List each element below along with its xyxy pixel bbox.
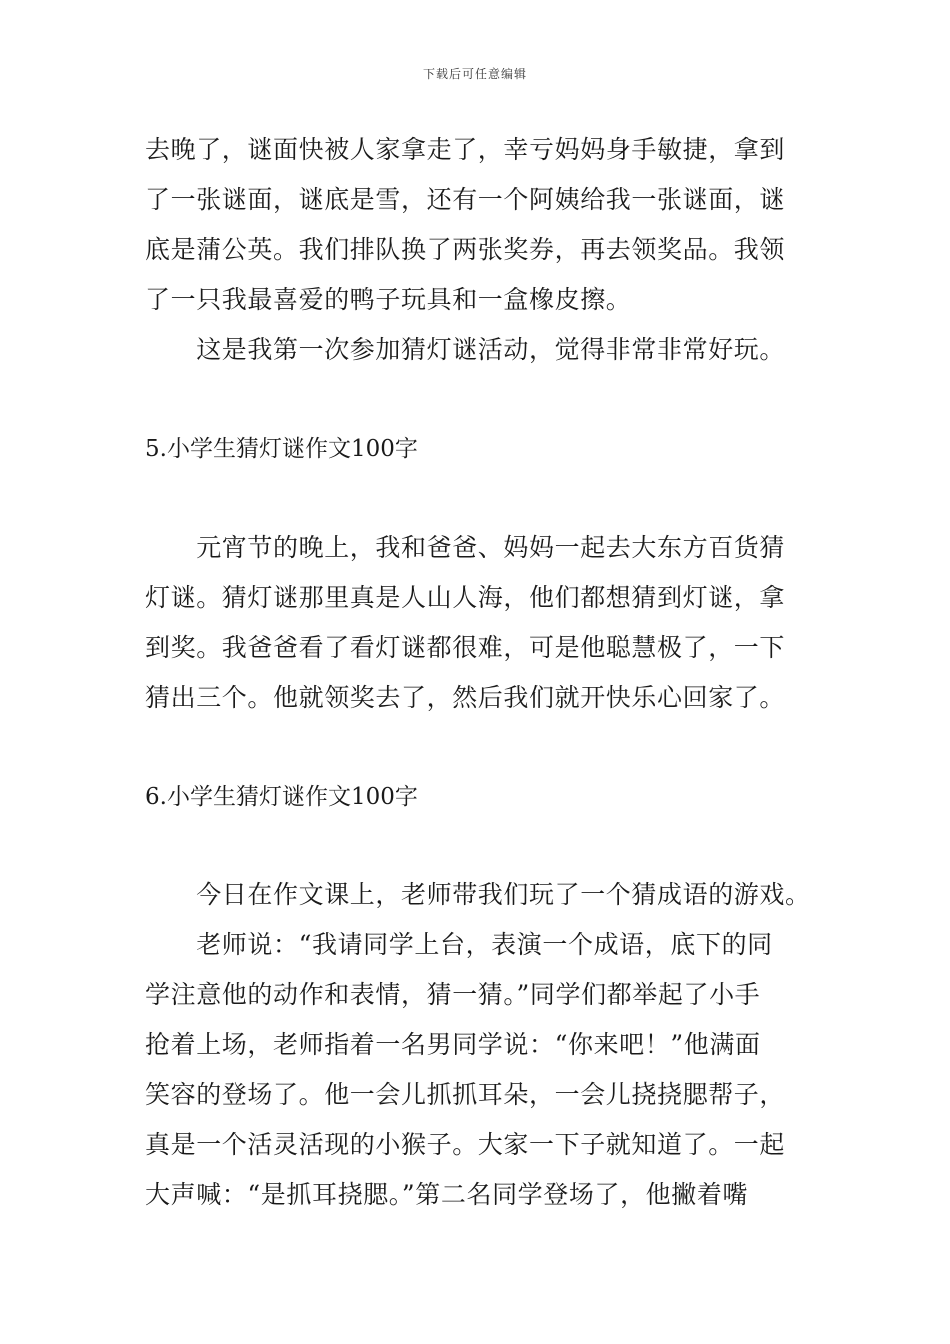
paragraph-line: 真是一个活灵活现的小猴子。大家一下子就知道了。一起 [145,1130,786,1159]
paragraph-line: 今日在作文课上，老师带我们玩了一个猜成语的游戏。 [145,880,811,909]
paragraph-line: 了一张谜面，谜底是雪，还有一个阿姨给我一张谜面，谜 [145,185,786,214]
paragraph-line: 到奖。我爸爸看了看灯谜都很难，可是他聪慧极了，一下 [145,633,786,662]
page-header: 下载后可任意编辑 [422,67,527,81]
section-heading: 5.小学生猜灯谜作文100字 [145,436,418,462]
paragraph-line: 大声喊：“是抓耳挠腮。”第二名同学登场了，他撇着嘴 [145,1180,749,1209]
paragraph-line: 猜出三个。他就领奖去了，然后我们就开快乐心回家了。 [145,683,786,712]
paragraph-line: 去晚了，谜面快被人家拿走了，幸亏妈妈身手敏捷，拿到 [145,135,786,164]
paragraph-line: 老师说：“我请同学上台，表演一个成语，底下的同 [145,930,773,959]
paragraph-line: 笑容的登场了。他一会儿抓抓耳朵，一会儿挠挠腮帮子， [145,1080,786,1109]
paragraph-line: 了一只我最喜爱的鸭子玩具和一盒橡皮擦。 [145,285,632,314]
paragraph-line: 灯谜。猜灯谜那里真是人山人海，他们都想猜到灯谜，拿 [145,583,786,612]
paragraph-line: 这是我第一次参加猜灯谜活动，觉得非常非常好玩。 [145,335,786,364]
paragraph-line: 学注意他的动作和表情，猜一猜。”同学们都举起了小手 [145,980,761,1009]
paragraph-line: 抢着上场，老师指着一名男同学说：“你来吧！”他满面 [145,1030,761,1059]
paragraph-line: 元宵节的晚上，我和爸爸、妈妈一起去大东方百货猜 [145,533,786,562]
section-heading: 6.小学生猜灯谜作文100字 [145,784,418,810]
paragraph-line: 底是蒲公英。我们排队换了两张奖券，再去领奖品。我领 [145,235,786,264]
